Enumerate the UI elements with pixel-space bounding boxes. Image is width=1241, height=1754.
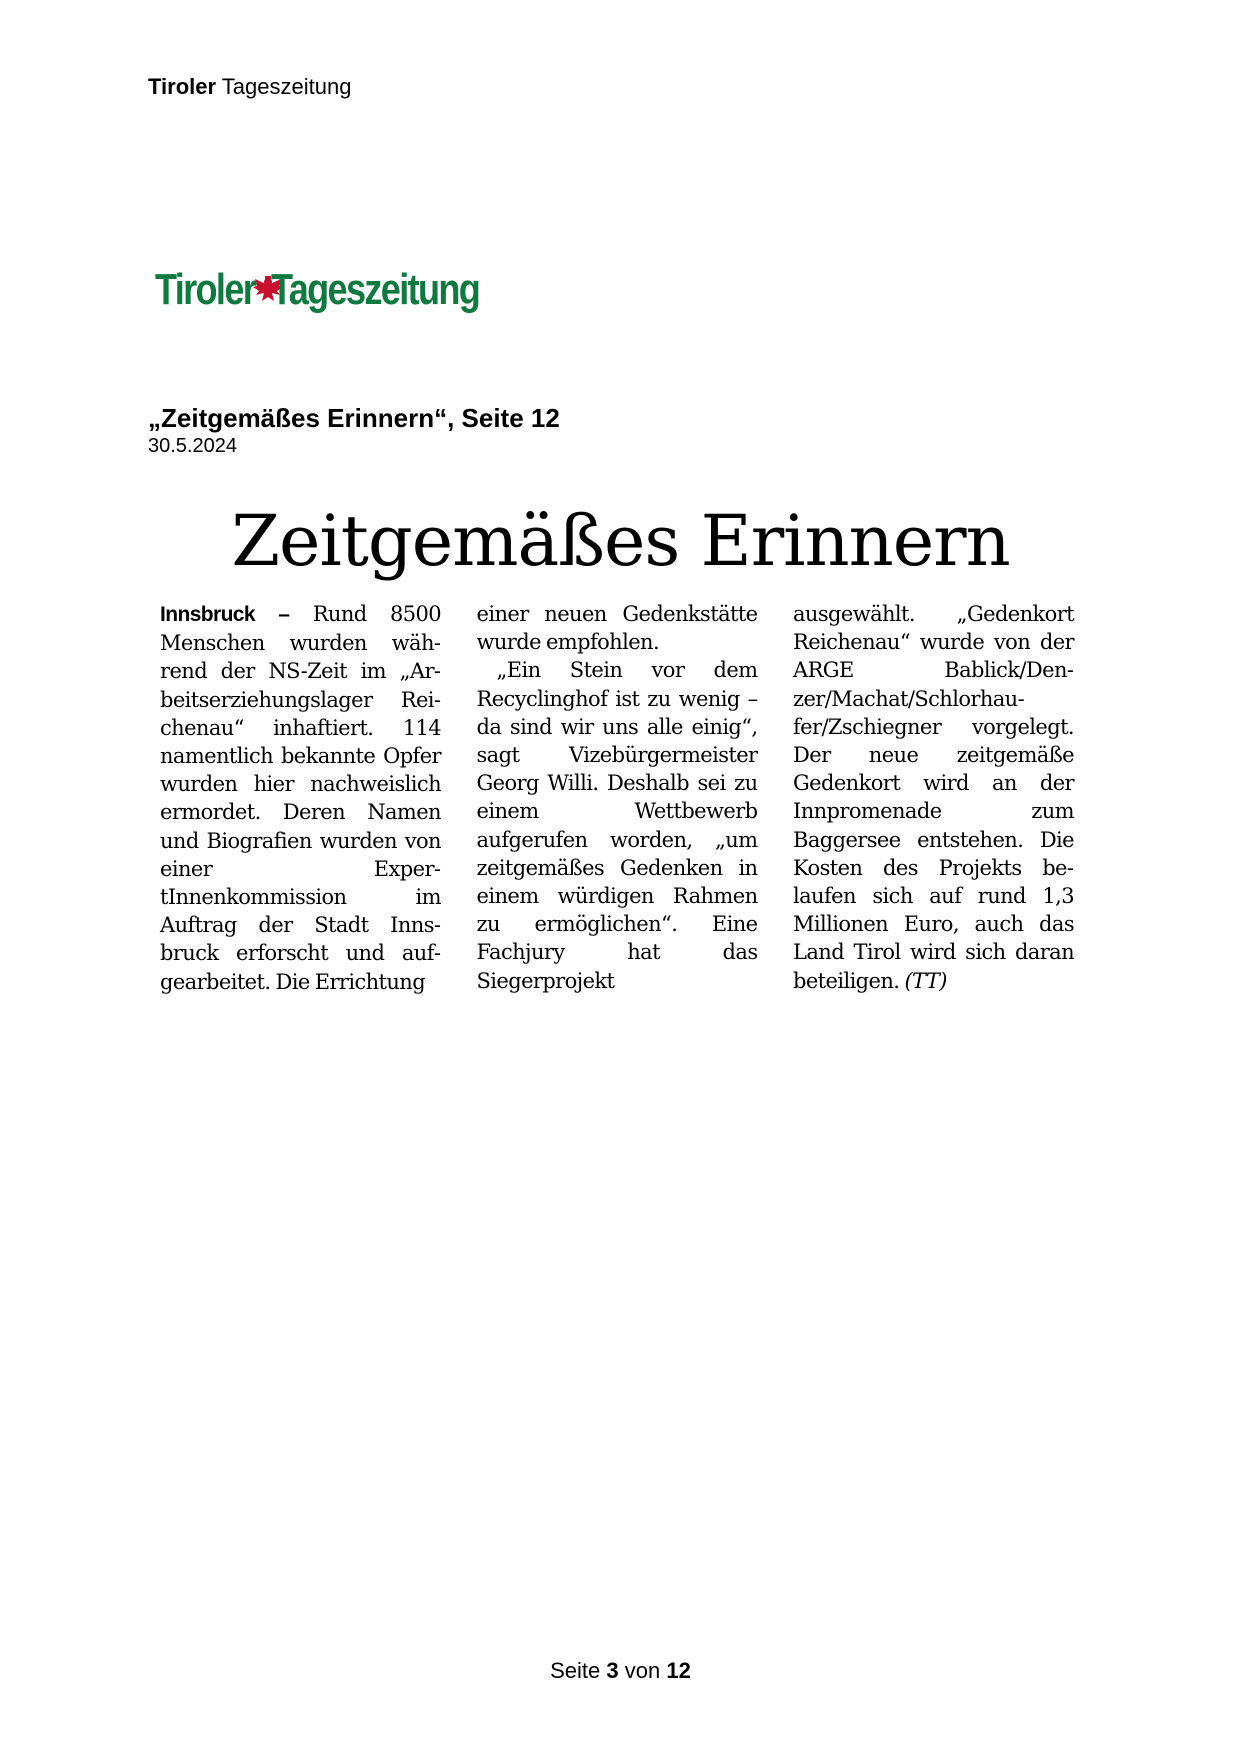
document-header bbox=[148, 74, 351, 100]
footer-page-number: 3 bbox=[606, 1658, 619, 1683]
column-1-text: Rund 8500 Menschen wurden während der NS-Zeit im „Arbeitserziehungslager Reichenau“ inhaftiert. 114 namentlich bekannte Opfer wurden hier nachweislich ermordet. Deren Namen und Biografien wurden von einer ExpertInnenkommission im Auftrag der Stadt Innsbruck erforscht und aufgearbeitet. Die Errichtung bbox=[160, 602, 441, 994]
article-column-3 bbox=[793, 600, 1074, 996]
column-2-paragraph-2: „Ein Stein vor dem Recyclinghof ist zu wenig – da sind wir uns alle einig“, sagt Vizebürgermeister Georg Willi. Deshalb sei zu einem Wettbewerb aufgerufen worden, „um zeitgemäßes Gedenken in einem würdigen Rahmen zu ermöglichen“. Eine Fachjury hat das Siegerprojekt bbox=[476, 658, 758, 993]
logo-word-left: Tiroler bbox=[155, 265, 256, 314]
header-brand-regular: Tageszeitung bbox=[221, 74, 352, 99]
footer-page-total: 12 bbox=[666, 1658, 691, 1683]
clip-title: „Zeitgemäßes Erinnern“, Seite 12 bbox=[148, 403, 560, 433]
column-3-text: ausgewählt. „Gedenkort Reichenau“ wurde von der ARGE Bablick/Denzer/Machat/Schlorhaufer/Zschiegner vorgelegt. Der neue zeitgemäße Gedenkort wird an der Innpromenade zum Baggersee entstehen. Die Kosten des Projekts belaufen sich auf rund 1,3 Millionen Euro, auch das Land Tirol wird sich daran beteiligen. bbox=[793, 602, 1074, 993]
page-footer bbox=[0, 1658, 1241, 1684]
article-headline: Zeitgemäßes Erinnern bbox=[231, 500, 1010, 582]
newspaper-logo bbox=[155, 262, 525, 318]
article-column-2 bbox=[477, 600, 758, 996]
footer-prefix: Seite bbox=[550, 1658, 601, 1683]
dateline-dash: – bbox=[278, 603, 290, 626]
article-signature: (TT) bbox=[904, 968, 947, 993]
clip-date: 30.5.2024 bbox=[148, 435, 237, 457]
article-dateline: Innsbruck bbox=[160, 603, 255, 626]
footer-middle: von bbox=[624, 1658, 661, 1683]
logo-word-right: Tageszeitung bbox=[271, 265, 480, 314]
header-brand-bold: Tiroler bbox=[148, 74, 217, 99]
article-body bbox=[160, 600, 1074, 996]
article-column-1 bbox=[160, 600, 441, 996]
column-2-paragraph-1: einer neuen Gedenkstätte wurde empfohlen. bbox=[476, 602, 758, 655]
